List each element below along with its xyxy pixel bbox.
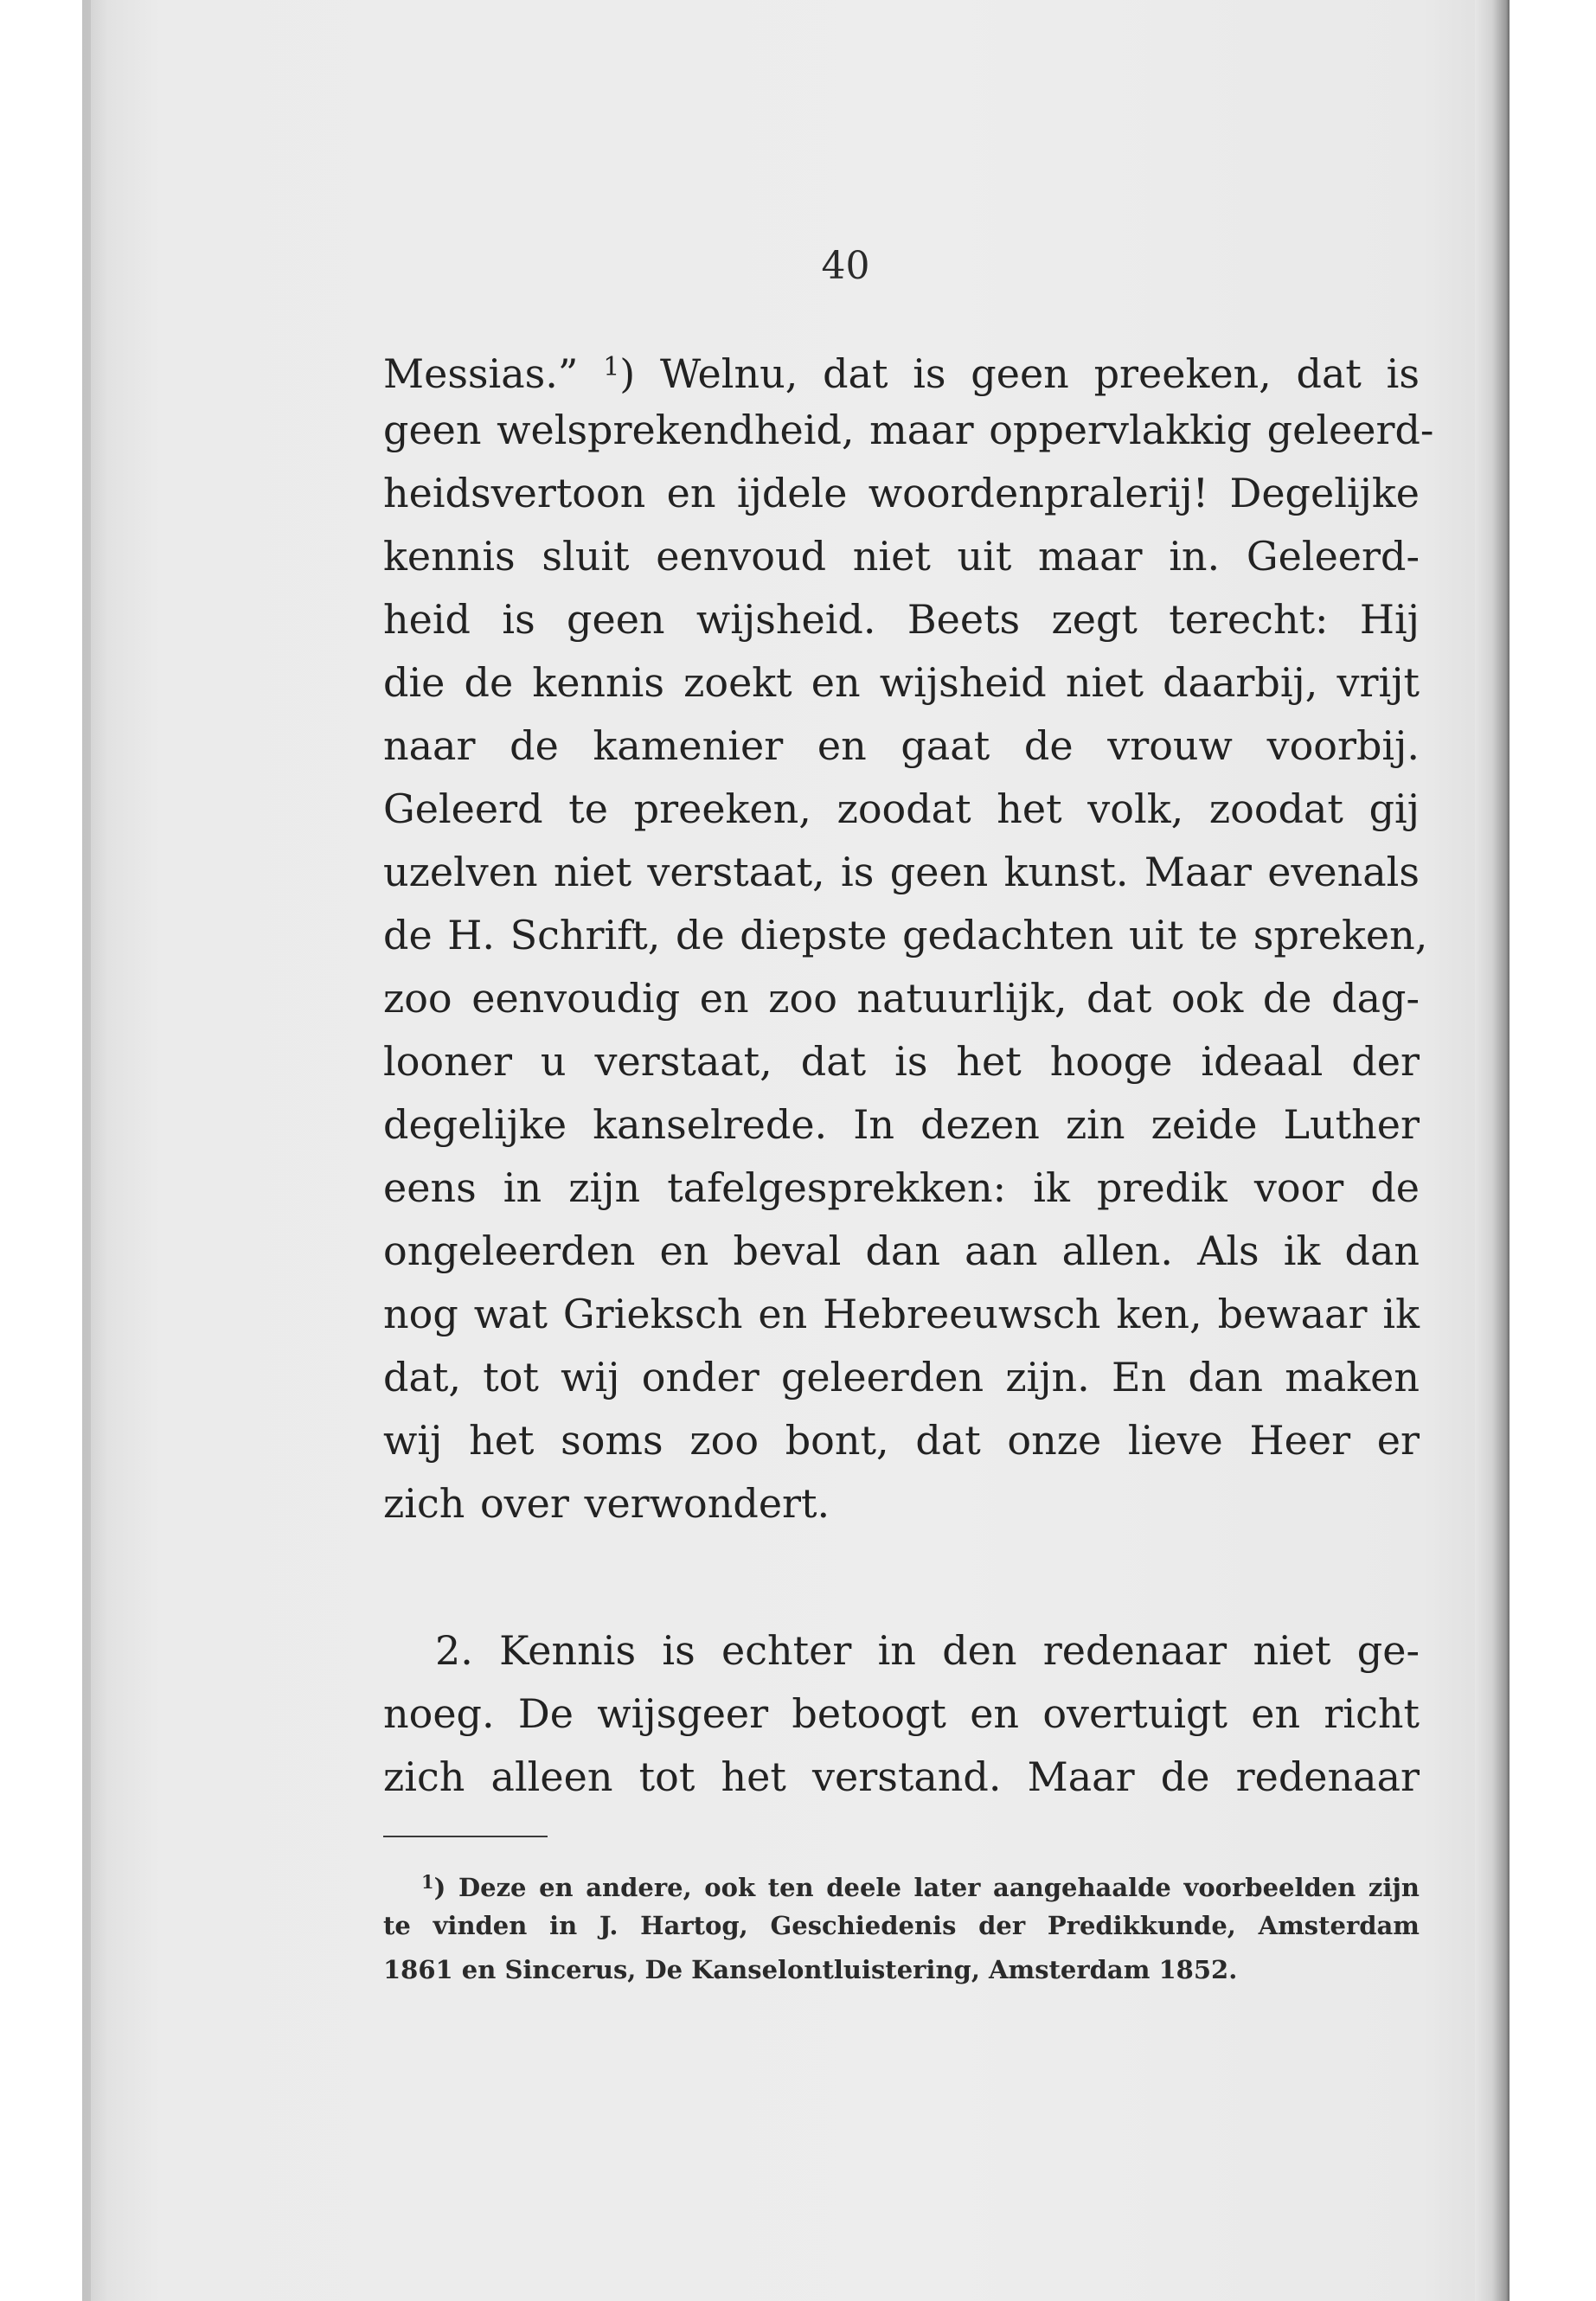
footnote-divider xyxy=(383,1836,548,1837)
text-line: noeg. De wijsgeer betoogt en overtuigt en richt xyxy=(383,1690,1420,1737)
text-line: ongeleerden en beval dan aan allen. Als ik dan xyxy=(383,1227,1420,1274)
footnote-line: te vinden in J. Hartog, Geschiedenis der Predikkunde, Amsterdam xyxy=(383,1911,1420,1940)
footnote-line: $^1$) Deze en andere, ook ten deele later aangehaalde voorbeelden zijn xyxy=(421,1871,1420,1902)
text-line: naar de kamenier en gaat de vrouw voorbij. xyxy=(383,722,1420,769)
text-line: eens in zijn tafelgesprekken: ik predik voor de xyxy=(383,1164,1420,1211)
text-line: zich over verwondert. xyxy=(383,1480,830,1527)
footnote-marker: 1 xyxy=(421,1871,434,1893)
footnote-line: 1861 en Sincerus, De Kanselontluistering, Amsterdam 1852. xyxy=(383,1955,1238,1984)
footnote xyxy=(383,1860,1420,1992)
text-line: Geleerd te preeken, zoodat het volk, zoodat gij xyxy=(383,785,1420,832)
text-line: de H. Schrift, de diepste gedachten uit te spreken, xyxy=(383,912,1428,958)
text-line: geen welsprekendheid, maar oppervlakkig geleerd- xyxy=(383,407,1434,453)
body-paragraph xyxy=(383,336,1434,1535)
page-edge-shadow xyxy=(1475,0,1509,2301)
text-line: heid is geen wijsheid. Beets zegt terecht: Hij xyxy=(383,596,1420,643)
text-line: dat, tot wij onder geleerden zijn. En dan maken xyxy=(383,1354,1420,1400)
text-line: kennis sluit eenvoud niet uit maar in. Geleerd- xyxy=(383,533,1420,580)
text-line: 2. Kennis is echter in den redenaar niet ge- xyxy=(435,1627,1420,1674)
text-line: zich alleen tot het verstand. Maar de redenaar xyxy=(383,1753,1420,1800)
text-line: Messias.” $^1$) Welnu, dat is geen preeken, dat is xyxy=(383,350,1420,397)
text-line: heidsvertoon en ijdele woordenpralerij! Degelijke xyxy=(383,470,1420,516)
binding-shadow xyxy=(82,0,91,2301)
text-line: looner u verstaat, dat is het hooge ideaal der xyxy=(383,1038,1420,1085)
page-number: 40 xyxy=(821,244,870,288)
footnote-reference: 1 xyxy=(603,352,620,382)
text-line: nog wat Grieksch en Hebreeuwsch ken, bewaar ik xyxy=(383,1291,1420,1337)
text-line: degelijke kanselrede. In dezen zin zeide Luther xyxy=(383,1101,1420,1148)
text-line: zoo eenvoudig en zoo natuurlijk, dat ook de dag- xyxy=(383,975,1420,1022)
text-line: uzelven niet verstaat, is geen kunst. Maar evenals xyxy=(383,849,1420,895)
section-2-paragraph xyxy=(383,1619,1420,1809)
text-line: wij het soms zoo bont, dat onze lieve Heer er xyxy=(383,1417,1420,1464)
text-line: die de kennis zoekt en wijsheid niet daarbij, vrijt xyxy=(383,659,1420,706)
